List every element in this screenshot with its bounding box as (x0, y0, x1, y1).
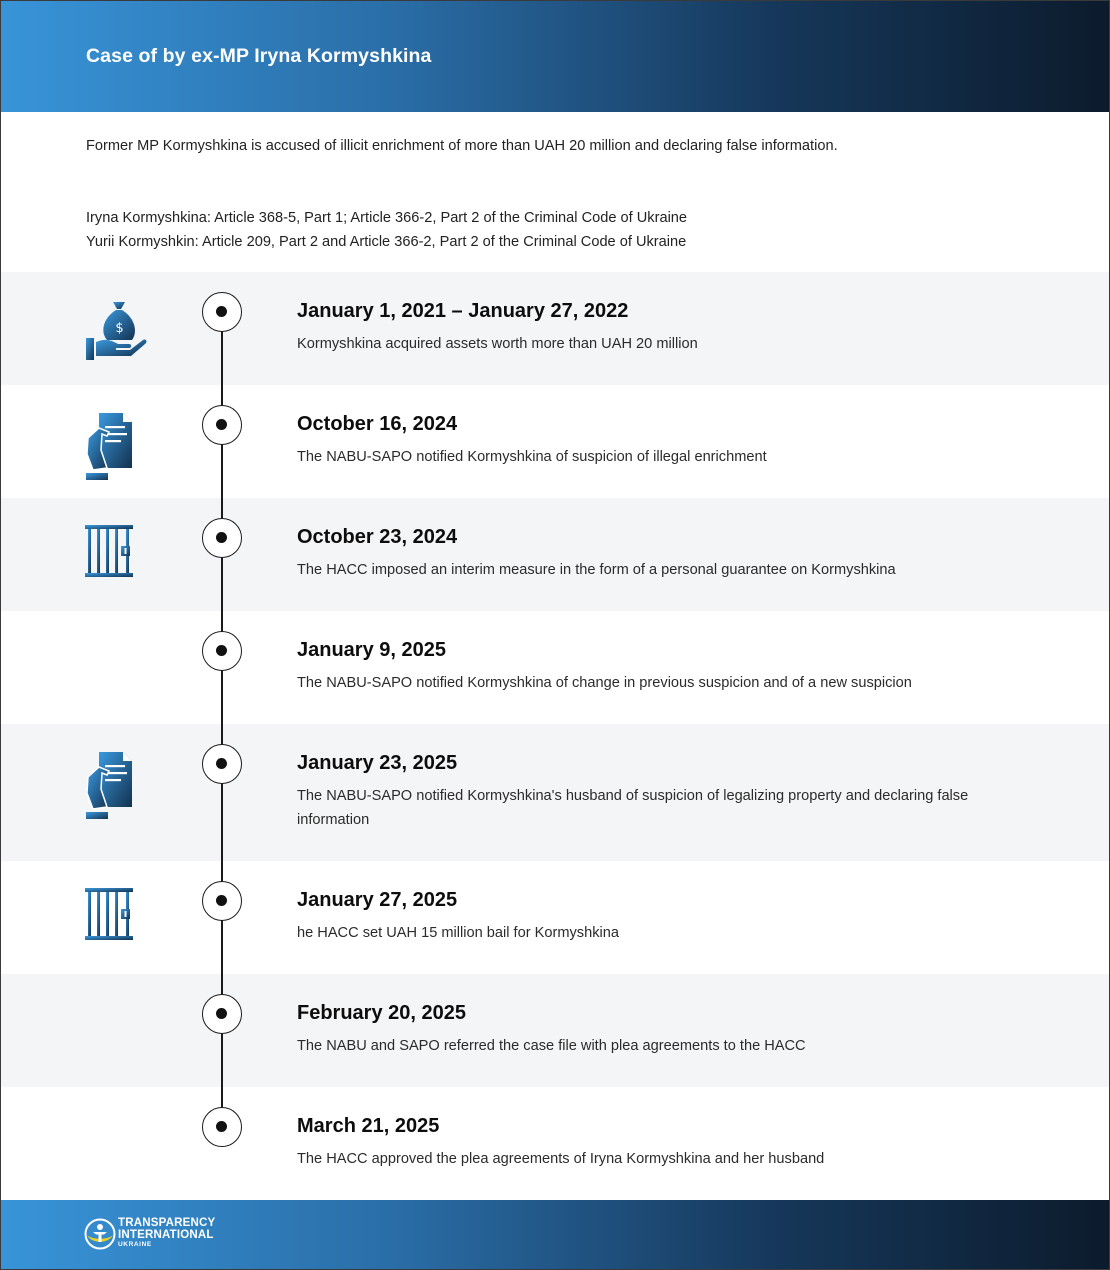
event-date: January 27, 2025 (297, 889, 458, 911)
event-description: he HACC set UAH 15 million bail for Kormyshkina (297, 925, 619, 941)
timeline-event (1, 974, 1110, 1087)
footer-banner (1, 1200, 1110, 1270)
event-description: The NABU and SAPO referred the case file with plea agreements to the HACC (297, 1038, 806, 1054)
timeline-event (1, 272, 1110, 385)
charge-iryna: Iryna Kormyshkina: Article 368-5, Part 1; Article 366-2, Part 2 of the Criminal Code of Ukraine (86, 210, 688, 226)
timeline-marker (202, 405, 242, 445)
timeline-marker (202, 1107, 242, 1147)
timeline-marker (202, 518, 242, 558)
logo-line-3: UKRAINE (118, 1241, 152, 1248)
timeline-marker (202, 994, 242, 1034)
timeline (1, 272, 1110, 1200)
charges-list (86, 206, 1046, 254)
logo-line-2: INTERNATIONAL (118, 1228, 214, 1241)
event-date: January 1, 2021 – January 27, 2022 (297, 300, 629, 322)
timeline-marker (202, 881, 242, 921)
logo-line-1: TRANSPARENCY (118, 1217, 216, 1229)
event-description: The NABU-SAPO notified Kormyshkina's husband of suspicion of legalizing property and declaring false information (297, 788, 969, 828)
charge-yurii: Yurii Kormyshkin: Article 209, Part 2 and Article 366-2, Part 2 of the Criminal Code of Ukraine (86, 234, 687, 250)
event-description: The HACC imposed an interim measure in the form of a personal guarantee on Kormyshkina (297, 562, 896, 578)
document-hand-icon (85, 410, 135, 482)
event-date: January 23, 2025 (297, 752, 458, 774)
timeline-marker (202, 292, 242, 332)
prison-bars-icon (85, 888, 135, 942)
case-summary: Former MP Kormyshkina is accused of illicit enrichment of more than UAH 20 million and declaring false information. (86, 138, 838, 154)
timeline-event (1, 724, 1110, 861)
event-description: The NABU-SAPO notified Kormyshkina of suspicion of illegal enrichment (297, 449, 767, 465)
header-banner (1, 1, 1110, 112)
logo-wordmark (118, 1218, 215, 1249)
event-date: October 16, 2024 (297, 413, 458, 435)
event-description: The NABU-SAPO notified Kormyshkina of change in previous suspicion and of a new suspicion (297, 675, 912, 691)
svg-text:$: $ (115, 321, 124, 336)
document-hand-icon (85, 749, 135, 821)
timeline-event (1, 1087, 1110, 1200)
ti-emblem-icon (84, 1218, 116, 1250)
timeline-event (1, 861, 1110, 974)
timeline-event (1, 611, 1110, 724)
timeline-event (1, 385, 1110, 498)
event-date: February 20, 2025 (297, 1002, 466, 1024)
page-title: Case of by ex-MP Iryna Kormyshkina (86, 45, 432, 67)
timeline-marker (202, 631, 242, 671)
timeline-marker (202, 744, 242, 784)
event-date: March 21, 2025 (297, 1115, 440, 1137)
event-date: January 9, 2025 (297, 639, 446, 661)
event-date: October 23, 2024 (297, 526, 458, 548)
event-description: Kormyshkina acquired assets worth more than UAH 20 million (297, 336, 698, 352)
money-bag-hand-icon (85, 298, 147, 362)
timeline-event (1, 498, 1110, 611)
prison-bars-icon (85, 525, 135, 579)
event-description: The HACC approved the plea agreements of Iryna Kormyshkina and her husband (297, 1151, 825, 1167)
